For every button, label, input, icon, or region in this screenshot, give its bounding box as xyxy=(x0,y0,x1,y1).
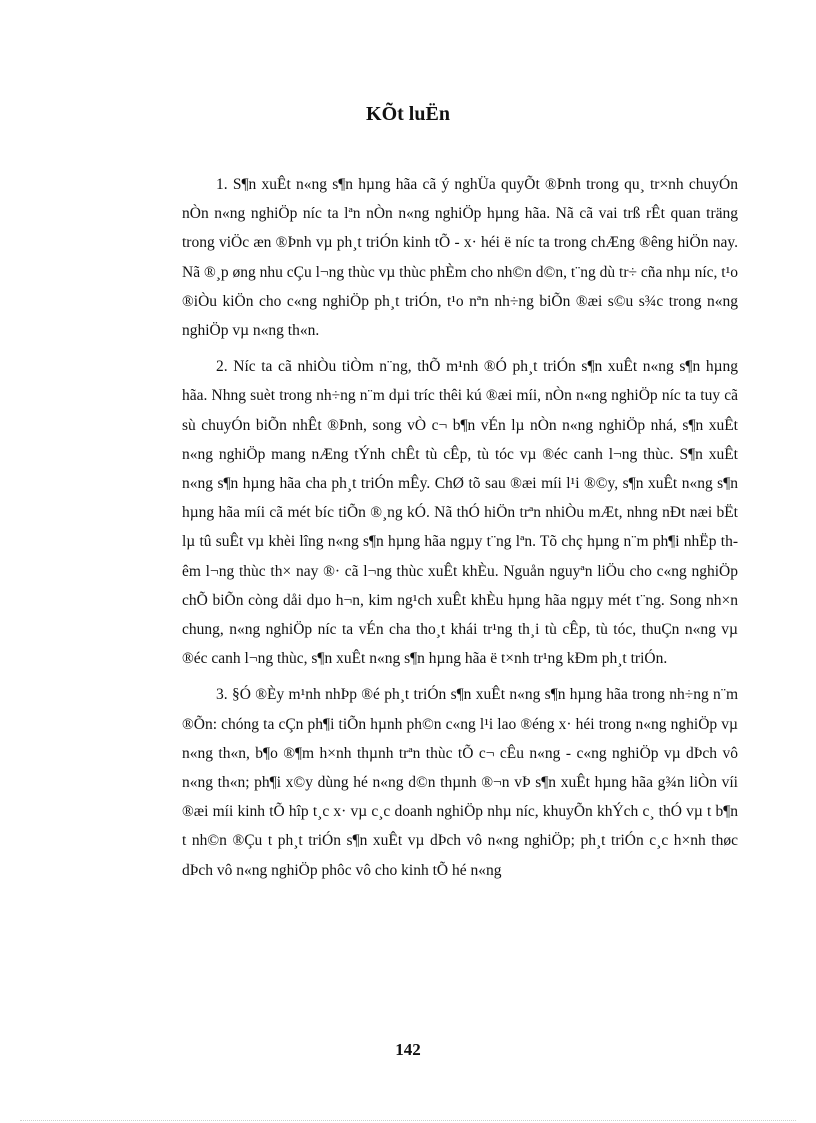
paragraph-3: 3. §Ó ®Èy m¹nh nhÞp ®é ph¸t triÓn s¶n xuÊt n«ng s¶n hµng hãa trong nh÷ng n¨m ®Õn: chóng ta cÇn ph¶i tiÕn hµnh ph©n c«ng l¹i lao ®éng x· héi trong n«ng nghiÖp vµ n«ng th«n, b¶o ®¶m h×nh thµnh trªn thùc tÕ c¬ cÊu n«ng - c«ng nghiÖp vµ dÞch vô n«ng th«n; ph¶i x©y dùng hé n«ng d©n thµnh ®¬n vÞ s¶n xuÊt hµng hãa g¾n liÒn víi ®æi míi kinh tÕ hîp t¸c x· vµ c¸c doanh nghiÖp nhµ níc, khuyÕn khÝch c¸ thÓ vµ t b¶n t nh©n ®Çu t ph¸t triÓn s¶n xuÊt vµ dÞch vô n«ng nghiÖp; ph¸t triÓn c¸c h×nh thøc dÞch vô n«ng nghiÖp phôc vô cho kinh tÕ hé n«ng xyxy=(182,686,738,879)
paragraph-1: 1. S¶n xuÊt n«ng s¶n hµng hãa cã ý nghÜa quyÕt ®Þnh trong qu¸ tr×nh chuyÓn nÒn n«ng nghiÖp níc ta lªn nÒn n«ng nghiÖp hµng hãa. Nã cã vai trß rÊt quan träng trong viÖc æn ®Þnh vµ ph¸t triÓn kinh tÕ - x· héi ë níc ta trong chÆng ®êng hiÖn nay. Nã ®¸p øng nhu cÇu l¬ng thùc vµ thùc phÈm cho nh©n d©n, t¨ng dù tr÷ cña nhµ níc, t¹o ®iÒu kiÖn cho c«ng nghiÖp ph¸t triÓn, t¹o nªn nh÷ng biÕn ®æi s©u s¾c trong n«ng nghiÖp vµ n«ng th«n. xyxy=(182,176,738,340)
paragraph-2: 2. Níc ta cã nhiÒu tiÒm n¨ng, thÕ m¹nh ®Ó ph¸t triÓn s¶n xuÊt n«ng s¶n hµng hãa. Nhng suèt trong nh÷ng n¨m dµi tríc thêi kú ®æi míi, nÒn n«ng nghiÖp níc ta tuy cã sù chuyÓn biÕn nhÊt ®Þnh, song vÒ c¬ b¶n vÉn lµ nÒn n«ng nghiÖp nhá, s¶n xuÊt n«ng nghiÖp mang nÆng tÝnh chÊt tù cÊp, tù tóc vµ ®éc canh l¬ng thùc. S¶n xuÊt n«ng s¶n hµng hãa cha ph¸t triÓn mÊy. ChØ tõ sau ®æi míi l¹i ®©y, s¶n xuÊt n«ng s¶n hµng hãa míi cã mét bíc tiÕn ®¸ng kÓ. Nã thÓ hiÖn trªn nhiÒu mÆt, nhng nÐt næi bËt lµ tû suÊt vµ khèi lîng n«ng s¶n hµng hãa ngµy t¨ng lªn. Tõ chç hµng n¨m ph¶i nhËp thêm l¬ng thùc th× nay ®· cã l¬ng thùc xuÊt khÈu. Nguån nguyªn liÖu cho c«ng nghiÖp chÕ biÕn còng dåi dµo h¬n, kim ng¹ch xuÊt khÈu hµng hãa ngµy mét t¨ng. Song nh×n chung, n«ng nghiÖp níc ta vÉn cha tho¸t khái tr¹ng th¸i tù cÊp, tù tóc, thuÇn n«ng vµ ®éc canh l¬ng thùc, s¶n xuÊt n«ng s¶n hµng hãa ë t×nh tr¹ng kÐm ph¸t triÓn. xyxy=(182,358,738,668)
page-title: KÕt luËn xyxy=(366,103,450,125)
page-number: 142 xyxy=(395,1040,421,1059)
page-bottom-divider xyxy=(20,1120,796,1121)
body-text xyxy=(182,170,738,892)
